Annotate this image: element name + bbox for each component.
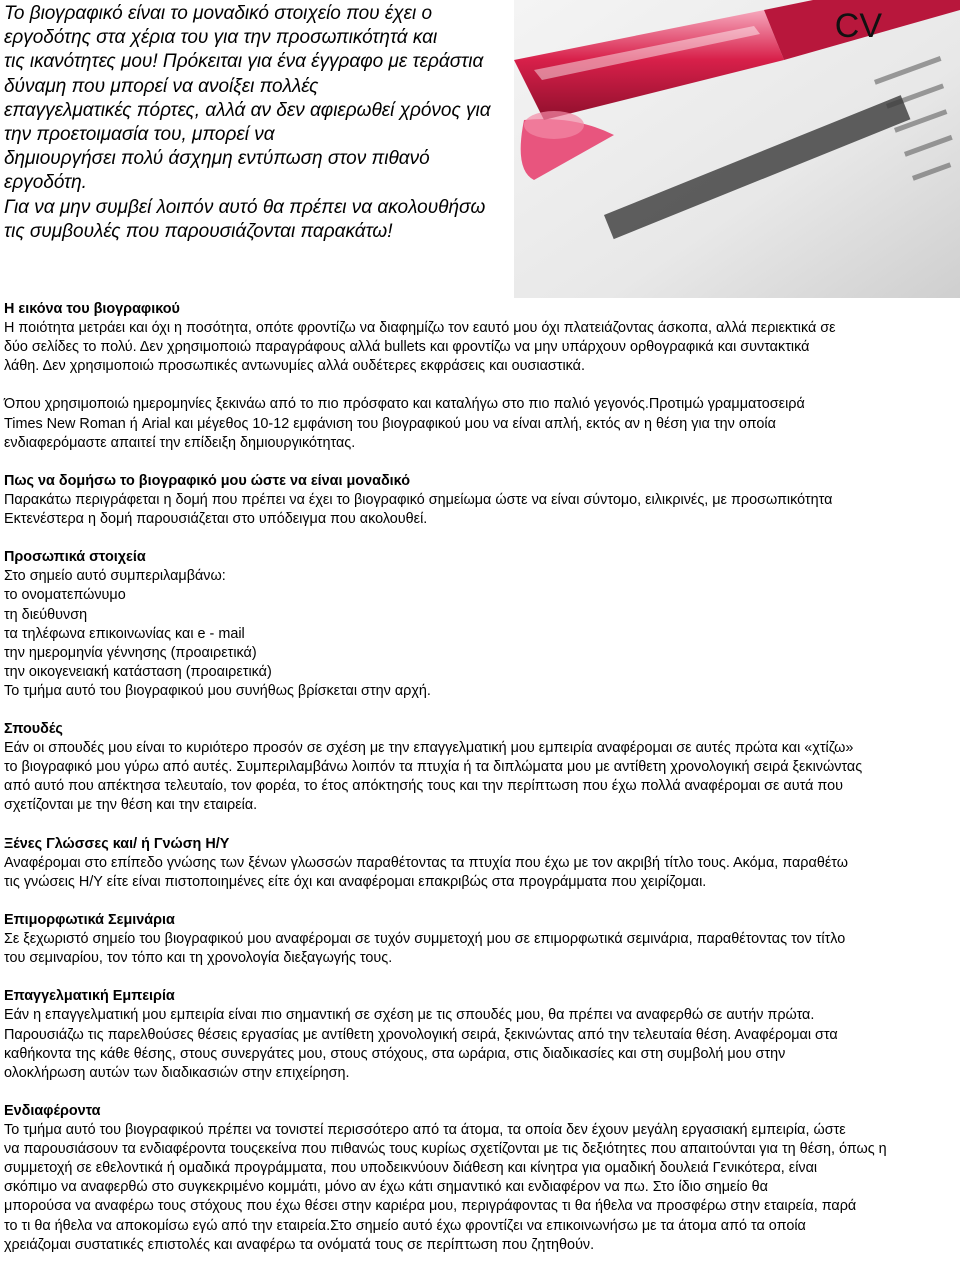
paragraph-line: τις γνώσεις Η/Υ είτε είναι πιστοποιημένες είτε όχι και αναφέρομαι επακριβώς στα προγράμματα που χειρίζομαι. (4, 873, 707, 890)
list-item: τα τηλέφωνα επικοινωνίας και e - mail (4, 625, 245, 642)
paragraph-line: Εάν οι σπουδές μου είναι το κυριότερο προσόν σε σχέση με την επαγγελματική μου εμπειρία αναφέρομαι σε αυτές πρώτα και «χτίζω» (4, 740, 854, 757)
paragraph-line: δύο σελίδες το πολύ. Δεν χρησιμοποιώ παραγράφους αλλά bullets και φροντίζω να μην υπάρχουν ορθογραφικά και συντακτικά (4, 339, 810, 356)
paragraph-line: να παρουσιάσουν τα ενδιαφέροντα τουςεκείνα που πιθανώς τους κυρίως σχετίζονται με τις δεξιότητες που απαιτούνται για τη θέση, όπως η (4, 1141, 887, 1158)
paragraph-line: από αυτό που απέκτησα τελευταίο, τον φορέα, το έτος απόκτησής τους και την περίπτωση που έχω πολλά αναφέρομαι σε αυτά που (4, 778, 844, 795)
paragraph-line: λάθη. Δεν χρησιμοποιώ προσωπικές αντωνυμίες αλλά ουδέτερες εκφράσεις και ουσιαστικά. (4, 358, 585, 375)
paragraph-line: Εάν η επαγγελματική μου εμπειρία είναι πιο σημαντική σε σχέση με τις σπουδές μου, θα πρέπει να αναφερθώ σε αυτήν πρώτα. (4, 1007, 815, 1024)
paragraph-line: μπορούσα να αναφέρω τους στόχους που έχω θέσει στην καριέρα μου, περιγράφοντας τι θα ήθελα να προσφέρω στην εταιρεία, παρά (4, 1198, 857, 1215)
paragraph-line: συμμετοχή σε εθελοντικά ή ομαδικά προγράμματα, που υποδεικνύουν διάθεση και κίνητρα για ομαδική δουλειά Γενικότερα, είναι (4, 1160, 818, 1177)
intro-line: δημιουργήσει πολύ άσχημη εντύπωση στον πιθανό (4, 148, 430, 170)
paragraph-line: Αναφέρομαι στο επίπεδο γνώσης των ξένων γλωσσών παραθέτοντας τα πτυχία που έχω με τον ακριβή τίτλο τους. Ακόμα, παραθέτω (4, 854, 848, 871)
paragraph-line: σκόπιμο να αναφερθώ στο συγκεκριμένο κομμάτι, μόνο αν έχω κάτι σημαντικό και ενδιαφέρον να πω. Στο ίδιο σημείο θα (4, 1179, 768, 1196)
paragraph-line: Σε ξεχωριστό σημείο του βιογραφικού μου αναφέρομαι σε τυχόν συμμετοχή μου σε επιμορφωτικά σεμινάρια, παραθέτοντας τον τίτλο (4, 931, 846, 948)
paragraph-line: Παρακάτω περιγράφεται η δομή που πρέπει να έχει το βιογραφικό σημείωμα ώστε να είναι σύντομο, ειλικρινές, με προσωπικότητα (4, 491, 833, 508)
intro-line: εργοδότης στα χέρια του για την προσωπικότητά και (4, 27, 438, 49)
paragraph-line: Το τμήμα αυτό του βιογραφικού πρέπει να τονιστεί περισσότερο από τα άτομα, τα οποία δεν έχουν μεγάλη εργασιακή εμπειρία, ώστε (4, 1122, 846, 1139)
paragraph-line: Παρουσιάζω τις παρελθούσες θέσεις εργασίας με αντίθετη χρονολογική σειρά, ξεκινώντας από την τελευταία θέση. Αναφέρομαι στα (4, 1026, 838, 1043)
paragraph-line: Στο σημείο αυτό συμπεριλαμβάνω: (4, 568, 226, 585)
paragraph-line: καθήκοντα της κάθε θέσης, στους συνεργάτες μου, στους στόχους, στα ωράρια, στις διαδικασίες και στη συμβολή μου στην (4, 1045, 786, 1062)
intro-line: Για να μην συμβεί λοιπόν αυτό θα πρέπει να ακολουθήσω (4, 196, 486, 218)
intro-line: τις ικανότητες μου! Πρόκειται για ένα έγγραφο με τεράστια (4, 51, 484, 73)
cv-label: CV (834, 7, 882, 45)
section-heading: Η εικόνα του βιογραφικού (4, 301, 180, 317)
intro-line: τις συμβουλές που παρουσιάζονται παρακάτω! (4, 220, 393, 242)
section-heading: Προσωπικά στοιχεία (4, 549, 146, 566)
intro-line: δύναμη που μπορεί να ανοίξει πολλές (4, 75, 319, 97)
section-heading: Επιμορφωτικά Σεμινάρια (4, 912, 175, 928)
document-body (4, 300, 960, 1255)
paragraph-line: Εκτενέστερα η δομή παρουσιάζεται στο υπόδειγμα που ακολουθεί. (4, 511, 428, 528)
intro-line: επαγγελματικές πόρτες, αλλά αν δεν αφιερωθεί χρόνος για (4, 99, 491, 121)
cv-photo-illustration (514, 0, 960, 298)
paragraph-line: το τι θα ήθελα να αποκομίσω εγώ από την εταιρεία.Στο σημείο αυτό έχω φροντίζει να επικοινωνήσω με τα άτομα από τα οποία (4, 1217, 806, 1234)
intro-line: Το βιογραφικό είναι το μοναδικό στοιχείο που έχει ο (4, 3, 433, 24)
paragraph-line: ολοκλήρωση αυτών των διαδικασιών στην επιχείρηση. (4, 1064, 350, 1081)
paragraph-line: Times New Roman ή Arial και μέγεθος 10-12 εμφάνιση του βιογραφικού μου να είναι απλή, εκτός αν η θέση για την οποία (4, 415, 776, 432)
paragraph-line: Η ποιότητα μετράει και όχι η ποσότητα, οπότε φροντίζω να διαφημίζω τον εαυτό μου όχι πλατειάζοντας άσκοπα, αλλά περιεκτικά σε (4, 320, 836, 337)
section-heading: Πως να δομήσω το βιογραφικό μου ώστε να είναι μοναδικό (4, 472, 411, 489)
list-item: το ονοματεπώνυμο (4, 587, 126, 604)
paragraph-line: το βιογραφικό μου γύρω από αυτές. Συμπεριλαμβάνω λοιπόν τα πτυχία ή τα διπλώματα μου με αντίθετη χρονολογική σειρά ξεκινώντας (4, 759, 863, 776)
intro-line: την προετοιμασία του, μπορεί να (4, 124, 275, 146)
cv-photo (514, 0, 960, 298)
paragraph-line: σχετίζονται με την θέση και την εταιρεία. (4, 797, 258, 814)
section-heading: Επαγγελματική Εμπειρία (4, 988, 175, 1005)
paragraph-line: ενδιαφερόμαστε απαιτεί την επίδειξη δημιουργικότητας. (4, 434, 356, 451)
list-item: την οικογενειακή κατάσταση (προαιρετικά) (4, 663, 272, 680)
intro-line: εργοδότη. (4, 172, 87, 194)
list-item: τη διεύθυνση (4, 606, 88, 623)
paragraph-line: Όπου χρησιμοποιώ ημερομηνίες ξεκινάω από το πιο πρόσφατο και καταλήγω στο πιο παλιό γεγονός.Προτιμώ γραμματοσειρά (4, 396, 805, 413)
section-heading: Σπουδές (4, 721, 63, 738)
paragraph-line: Το τμήμα αυτό του βιογραφικού μου συνήθως βρίσκεται στην αρχή. (4, 682, 431, 699)
list-item: την ημερομηνία γέννησης (προαιρετικά) (4, 644, 257, 661)
intro-paragraph (4, 2, 564, 244)
paragraph-line: χρειάζομαι συστατικές επιστολές και αναφέρω τα ονόματά τους σε περίπτωση που ζητηθούν. (4, 1236, 595, 1253)
section-heading: Ξένες Γλώσσες και/ ή Γνώση Η/Υ (4, 835, 230, 852)
section-heading: Ενδιαφέροντα (4, 1102, 101, 1119)
paragraph-line: του σεμιναρίου, τον τόπο και τη χρονολογία διεξαγωγής τους. (4, 950, 393, 967)
